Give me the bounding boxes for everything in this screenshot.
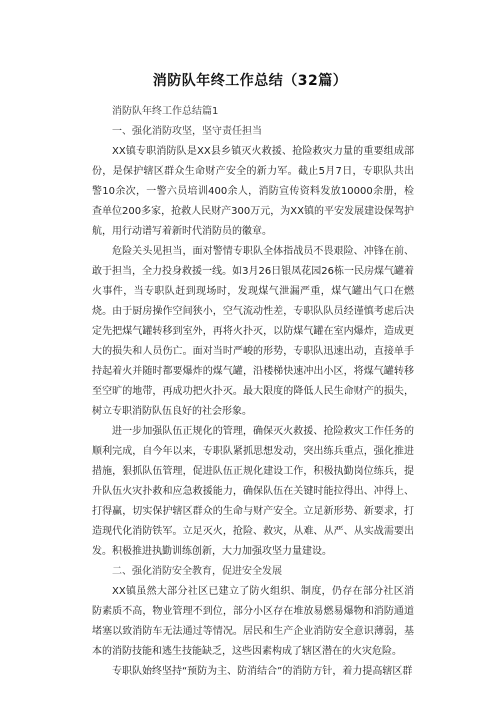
- document-body: [92, 102, 414, 682]
- subsection-heading: 二、强化消防安全教育，促进安全发展: [112, 566, 282, 577]
- section-heading: 消防队年终工作总结篇1: [112, 106, 219, 117]
- paragraph: 危险关头见担当，面对警情专职队全体指战员不畏艰险、冲锋在前、敢于担当，全力投身救援一线。如3月26日银凤花园26栋一民房煤气罐着火事件，当专职队赶到现场时，发现煤气泄漏严重，煤气罐出气口在燃烧。由于厨房操作空间狭小，空气流动性差，专职队队员经谨慎考虑后决定先把煤气罐转移到室外，再将火扑灭，以防煤气罐在室内爆炸，造成更大的损失和人员伤亡。面对当时严峻的形势，专职队迅速出动，直接单手持起着火并随时都要爆炸的煤气罐，沿楼梯快速冲出小区，将煤气罐转移至空旷的地带，再成功把火扑灭。最大限度的降低人民生命财产的损失，树立专职消防队伍良好的社会形象。: [92, 246, 414, 417]
- paragraph: 专职队始终坚持“预防为主、防消结合”的消防方针，着力提高辖区群: [112, 666, 413, 677]
- subsection-heading: 一、强化消防攻坚，坚守责任担当: [112, 126, 262, 137]
- document-title: 消防队年终工作总结（32篇）: [152, 73, 348, 89]
- paragraph: XX镇专职消防队是XX县乡镇灭火救援、抢险救灾力量的重要组成部份，是保护辖区群众生命财产安全的新力军。截止5月7日，专职队共出警10余次，一警六员培训400余人，消防宣传资料发放10000余册，检查单位200多家，抢救人民财产300万元，为XX镇的平安发展建设保驾护航，用行动谱写着新时代消防员的徽章。: [92, 146, 414, 237]
- paragraph: XX镇虽然大部分社区已建立了防火组织、制度，仍存在部分社区消防素质不高，物业管理不到位，部分小区存在堆放易燃易爆物和消防通道堵塞以致消防车无法通过等情况。居民和生产企业消防安全意识薄弱，基本的消防技能和逃生技能缺乏，这些因素构成了辖区潜在的火灾危险。: [92, 586, 414, 657]
- paragraph: 进一步加强队伍正规化的管理，确保灭火救援、抢险救灾工作任务的顺利完成，自今年以来，专职队紧抓思想发动，突出练兵重点，强化推进措施，狠抓队伍管理，促进队伍正规化建设工作，积极执勤岗位练兵，提升队伍火灾扑救和应急救援能力，确保队伍在关键时能拉得出、冲得上、打得赢，切实保护辖区群众的生命与财产安全。立足新形势、新要求，打造现代化消防铁军。立足灭火，抢险、救灾，从难、从严、从实战需要出发。积极推进执勤训练创新，大力加强攻坚力量建设。: [92, 426, 414, 557]
